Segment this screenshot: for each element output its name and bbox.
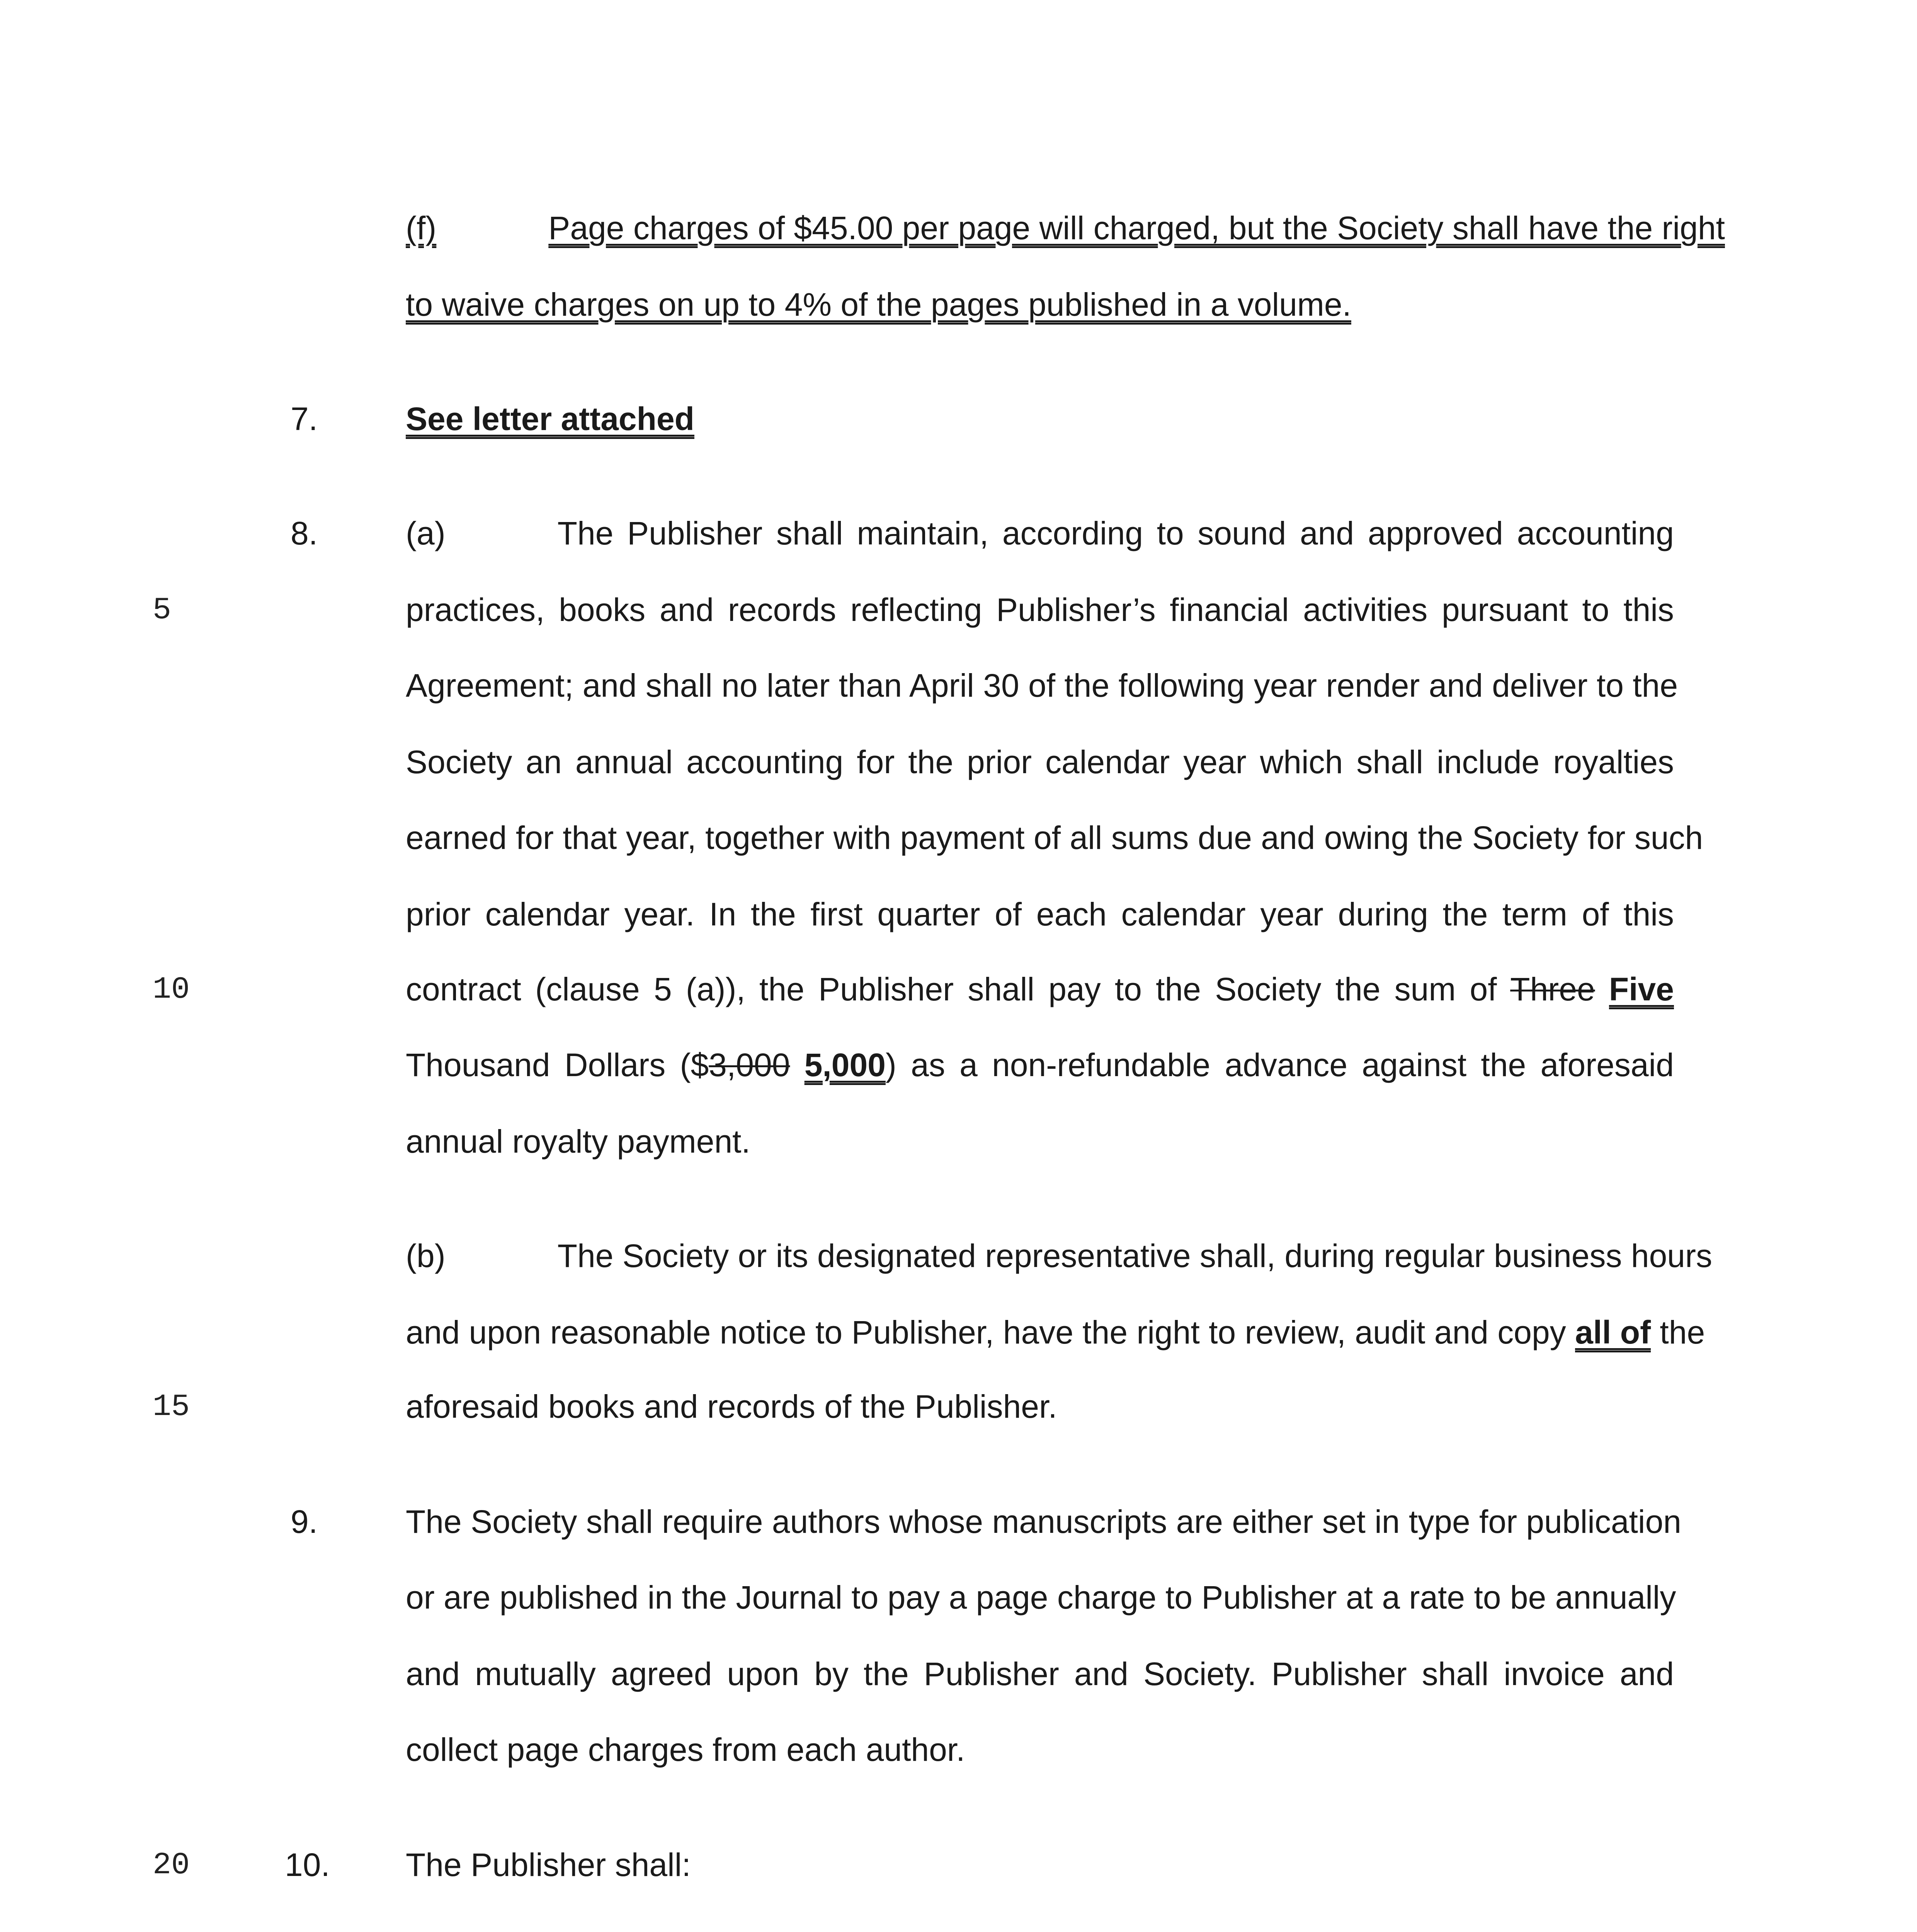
struck-amount: 3,000 [709, 1047, 790, 1083]
margin-line-number-15: 15 [153, 1389, 190, 1425]
item-7-text: See letter attached [406, 401, 694, 437]
inserted-amount: 5,000 [804, 1047, 886, 1083]
margin-line-number-10: 10 [153, 972, 190, 1007]
item-8a-line-6: prior calendar year. In the first quarter of each calendar year during the term of this [406, 896, 1674, 932]
inserted-text-all-of: all of [1575, 1314, 1651, 1350]
margin-line-number-20: 20 [153, 1848, 190, 1883]
item-8a-line-4: Society an annual accounting for the prior calendar year which shall include royalties [406, 744, 1674, 780]
item-9-number: 9. [291, 1503, 318, 1540]
item-7-number: 7. [291, 401, 318, 437]
item-8a-line-5: earned for that year, together with payment of all sums due and owing the Society for such [406, 820, 1703, 856]
item-8a-line-2: practices, books and records reflecting Publisher’s financial activities pursuant to this [406, 592, 1674, 628]
item-10-number: 10. [285, 1847, 330, 1883]
item-9-line-3: and mutually agreed upon by the Publisher and Society. Publisher shall invoice and [406, 1656, 1674, 1692]
item-f-text-1: Page charges of $45.00 per page will charged, but the Society shall have the right [548, 210, 1725, 246]
item-8a-line-7: contract (clause 5 (a)), the Publisher shall pay to the Society the sum of Three Five [406, 971, 1674, 1007]
item-f-line-2: to waive charges on up to 4% of the pages published in a volume. [406, 286, 1351, 323]
item-9-line-2: or are published in the Journal to pay a page charge to Publisher at a rate to be annually [406, 1579, 1676, 1616]
item-8b-line-3: aforesaid books and records of the Publisher. [406, 1388, 1057, 1425]
item-f-line-1 [406, 209, 1725, 247]
item-9-line-1: The Society shall require authors whose manuscripts are either set in type for publication [406, 1503, 1682, 1540]
item-10-text: The Publisher shall: [406, 1847, 691, 1883]
item-8-number: 8. [291, 515, 318, 551]
item-f-label: (f) [406, 210, 437, 246]
item-8a-line-1: (a) The Publisher shall maintain, according to sound and approved accounting [406, 515, 1674, 551]
item-8b-label: (b) [406, 1238, 446, 1274]
item-9-line-4: collect page charges from each author. [406, 1731, 965, 1768]
margin-line-number-5: 5 [153, 593, 172, 628]
item-8a-line-8: Thousand Dollars ($3,000 5,000) as a non-refundable advance against the aforesaid [406, 1047, 1674, 1083]
item-8a-label: (a) [406, 515, 446, 551]
item-8a-line-9: annual royalty payment. [406, 1123, 750, 1160]
item-8a-line-3: Agreement; and shall no later than April 30 of the following year render and deliver to the [406, 667, 1678, 704]
struck-text-three: Three [1510, 971, 1595, 1007]
item-8b-line-1: (b) The Society or its designated representative shall, during regular business hours [406, 1238, 1712, 1274]
inserted-text-five: Five [1609, 971, 1674, 1007]
item-8b-line-2: and upon reasonable notice to Publisher, have the right to review, audit and copy all of the [406, 1314, 1705, 1350]
